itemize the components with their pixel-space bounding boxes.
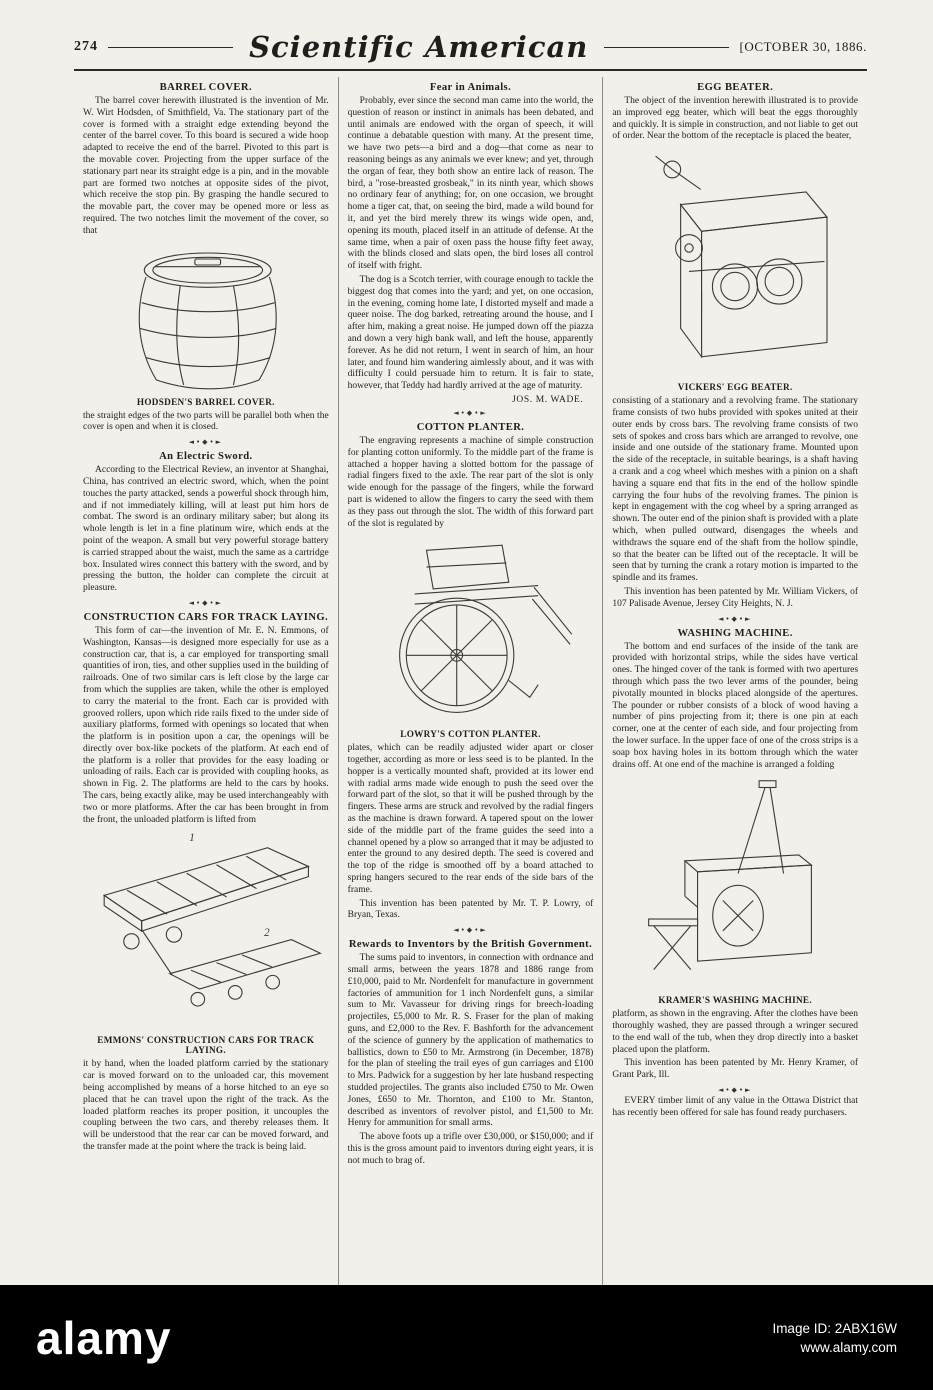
article-paragraph: This form of car—the invention of Mr. E. N. Emmons, of Washington, Kansas—is designed more especially for use as a construction car, that is, a car employed for transporting small quantities of iron, ties, and other supplies used in the building of railroads. One of two similar cars is left close by the large car from which the supplies are taken, while the other is employed to carry the material to the front. Each car is provided with grooved rollers, upon which ride rails fixed to the under side of auxiliary platforms, formed with openings so located that when the platform is in position upon a car, the openings will be directly over box-like pockets of the platform. At each end of the platform is a roller that provides for the easy loading or unloading of rails. Each car is provided with coupling hooks, as shown in Fig. 2. The platforms are held to the cars by hooks. The cars, being exactly alike, may be used interchangeably with two or more platforms. After the car has been brought in from the front, the unloaded platform is lifted from	[83, 625, 329, 825]
alamy-info	[772, 1319, 897, 1357]
article-title: Fear in Animals.	[429, 82, 512, 93]
article-paragraph: This invention has been patented by Mr. William Vickers, of 107 Palisade Avenue, Jersey City Heights, N. J.	[612, 586, 859, 609]
article-title: Rewards to Inventors by the British Government.	[348, 939, 593, 951]
column-1	[74, 77, 338, 1285]
section-divider-ornament: ◄•◆•►	[453, 408, 488, 417]
construction-cars-drawing	[83, 829, 333, 1029]
page-number: 274	[74, 39, 98, 54]
figure-caption: EMMONS' CONSTRUCTION CARS FOR TRACK LAYING.	[97, 1035, 315, 1056]
article-paragraph: it by hand, when the loaded platform carried by the stationary car is moved forward on to the unloaded car, this movement being accomplished by means of a horse hitched to an eye so placed that he can travel upon the right of the track. As the loaded platform reaches its proper position, it uncouples the coupling between the two cars, and thereby releases them. It will be understood that the rear car can be moved forward, and the transfer made at the point where the track is being laid.	[83, 1059, 329, 1153]
column-2	[338, 77, 603, 1285]
article-paragraph: The bottom and end surfaces of the inside of the tank are provided with horizontal strips, while the sides have vertical ones. The hinged cover of the tank is formed with two apertures through which pass the two lever arms of the pounder, being pivotally mounted in blocks placed alongside of the apertures. The pounder or rubber consists of a block of wood having a number of pins projecting from it; there is one pin at each corner, one at the center of each side, and four projecting from the lower surface. In the upper face of one of the cross strips is a soap box having holes in its bottom through which the water drains off. At one end of the machine is arranged a folding	[612, 641, 859, 770]
timber-note: EVERY timber limit of any value in the Ottawa District that has recently been offered for sale has found ready purchasers.	[612, 1096, 859, 1118]
figure-label-2: 2	[264, 927, 270, 940]
article-cotton-planter	[348, 422, 594, 922]
article-paragraph: plates, which can be readily adjusted wider apart or closer together, according as more or less seed is to be planted. In the hopper is a vertically mounted shaft, provided at its lower end with radial arms made wide enough to push the seed over the forward part of the slot, so that it will be pushed through by the fingers. These arms are struck and revolved by the radial fingers as the machine is drawn forward. A tapered spout on the lower side of the middle part of the frame guides the seed into a channel opened by a plow so arranged that it may be adjusted to enter the ground to any desired depth. The seed is covered and the top of the ridge is smoothed off by a board attached to spring hangers secured to the rear ends of the side bars of the frame.	[347, 743, 594, 895]
cotton-planter-drawing	[366, 533, 576, 723]
figure-label-1: 1	[189, 832, 195, 845]
figure-caption: KRAMER'S WASHING MACHINE.	[658, 995, 812, 1006]
egg-beater-illustration	[612, 146, 858, 381]
masthead: Scientific American	[249, 30, 589, 64]
section-divider-ornament: ◄•◆•►	[188, 438, 224, 447]
article-paragraph: The above foots up a trifle over £30,000, or $150,000; and if this is the gross amount paid to inventors during eight years, it is not much to brag of.	[347, 1132, 594, 1166]
article-paragraph: The sums paid to inventors, in connection with ordnance and small arms, between the years 1878 and 1886 range from £10,000, paid to Mr. Nordenfelt for manufacture in government factories of ammunition for 1 inch Nordenfelt guns, a similar sum to Mr. Vavasseur for driving rings for breech-loading projectiles, £5,000 to Mr. R. S. Fraser for the plan of making guns, and £2,000 to the Rev. F. Bashforth for the advancement of the science of gunnery by the application of mathematics to ballistics, down to £50 to Mr. Armstrong (in December, 1878) for the plan of steeling the trail eyes of gun carriages and £100 to Mrs. Padwick for a suggestion by her late husband respecting studded projectiles. The grants also included £750 to Mr. Owen Jones, £650 to Mr. Thornton, and £100 to Mr. Stanton, described as inventors of revolver pistol, and £1,500 to Mr. Henry for ammunition for small arms.	[347, 953, 594, 1129]
issue-date: [OCTOBER 30, 1886.	[739, 39, 868, 54]
header-rule-left	[108, 47, 233, 48]
section-divider-ornament: ◄•◆•►	[188, 598, 224, 607]
alamy-logo: alamy	[36, 1311, 172, 1364]
article-title: EGG BEATER.	[697, 82, 774, 93]
article-paragraph: consisting of a stationary and a revolving frame. The stationary frame consists of two hubs provided with spokes united at their outer ends by cross bars. The revolving frame consists of two sets of spokes and cross bars which are arranged to revolve, one inside and one outside of the stationary frame. Mounted upon the side of the receptacle, in suitable bearings, is a shaft having a crank and a cog wheel which meshes with a pinion on a shaft having a square end that fits in the end of the hollow spindle carrying the four hubs of the revolving frames. The pinion is kept in engagement with the cog wheel by a spring arranged as shown. The outer end of the pinion shaft is provided with a plate which, when pulled outward, disengages the wheels and withdraws the square end of the shaft from the hollow spindle, so that the beater can be lifted out of the receptacle. It will be seen that by turning the crank a rotary motion is imparted to the spindle and its frames.	[612, 396, 859, 584]
figure-caption: VICKERS' EGG BEATER.	[677, 382, 793, 393]
article-egg-beater	[612, 82, 858, 611]
article-paragraph: According to the Electrical Review, an inventor at Shanghai, China, has contrived an electric sword, which, when the point touches the party attacked, sends a powerful shock through him, and if not immediately killing, will at least put him hors de combat. The sword is an ordinary military saber; but along its whole length is let in a fine platinum wire, which ends at the point of the weapon. A small but very powerful storage battery is carried strapped about the waist, much the same as a cartridge box. Insulated wires connect this battery with the sword, and by pressing the button, the holder can complete the circuit at pleasure.	[83, 465, 329, 594]
article-title: COTTON PLANTER.	[416, 421, 525, 433]
cotton-planter-illustration	[348, 533, 594, 728]
column-3	[602, 77, 867, 1285]
section-divider-ornament: ◄•◆•►	[717, 1086, 753, 1095]
article-washing-machine	[612, 628, 858, 1083]
article-construction-cars	[83, 612, 329, 1154]
barrel-drawing	[106, 241, 306, 391]
article-paragraph: The barrel cover herewith illustrated is the invention of Mr. W. Wirt Hodsden, of Smithfield, Va. The stationary part of the cover is formed with a straight edge extending beyond the center of the barrel cover. To this board is secured a wide hoop adapted to receive the end of the barrel. Pivoted to this part is the movable cover. Projecting from the upper surface of the stationary part near its straight edge is a pin, and in the movable part are formed two notches at opposite sides of the pivot, which receive the stop pin. By grasping the handle secured to the movable part, the cover may be opened more or less as required. The two notches limit the movement of the cover, so that	[83, 96, 329, 236]
washing-machine-drawing	[638, 774, 833, 989]
article-paragraph: The dog is a Scotch terrier, with courage enough to tackle the biggest dog that comes into the yard; and yet, on one occasion, in the evening, coming home late, I distorted myself and made a queer noise. The dog barked, retreating around the house, and I after him, making a great noise. He jumped down off the piazza and down a very high bank wall, and left the house, apparently forever. As he did not return, I went in search of him, an hour later, and found him wandering aimlessly about, and it was with difficulty I could persuade him to return. It is fair to state, however, that Teddy had hardly arrived at the age of maturity.	[347, 274, 594, 392]
barrel-illustration	[83, 241, 329, 396]
article-paragraph: This invention has been patented by Mr. Henry Kramer, of Grant Park, Ill.	[612, 1058, 859, 1081]
egg-beater-drawing	[630, 146, 840, 376]
article-paragraph: platform, as shown in the engraving. After the clothes have been thoroughly washed, they are passed through a wringer secured to the end wall of the tub, when they drop directly into a basket placed upon the platform.	[612, 1009, 859, 1055]
article-barrel-cover	[83, 82, 329, 434]
alamy-watermark-bar	[0, 1285, 933, 1390]
washing-machine-illustration	[612, 774, 858, 994]
article-paragraph: The engraving represents a machine of simple construction for planting cotton uniformly. To the middle part of the frame is attached a hopper having a slotted bottom for the passage of radial fingers fixed to the axle. The rear part of the slot is only wide enough for the passage of the fingers, while the forward part is widened to allow the fingers to carry the seed with them as they pass out through the slot. The width of this forward part of the slot is regulated by	[347, 435, 594, 529]
columns	[74, 77, 867, 1285]
section-divider-ornament: ◄•◆•►	[453, 926, 488, 935]
article-signature: JOS. M. WADE.	[512, 394, 584, 405]
article-fear-in-animals	[348, 82, 594, 405]
article-title: An Electric Sword.	[159, 451, 253, 463]
article-paragraph: the straight edges of the two parts will be parallel both when the cover is open and when it is closed.	[83, 410, 329, 433]
alamy-url: www.alamy.com	[800, 1339, 897, 1355]
article-paragraph: This invention has been patented by Mr. T. P. Lowry, of Bryan, Texas.	[347, 898, 594, 921]
figure-caption: LOWRY'S COTTON PLANTER.	[400, 729, 541, 740]
alamy-image-id: Image ID: 2ABX16W	[772, 1320, 897, 1336]
figure-caption: HODSDEN'S BARREL COVER.	[136, 396, 275, 407]
page-header	[74, 30, 867, 71]
article-rewards-inventors	[348, 939, 594, 1167]
article-title: BARREL COVER.	[159, 82, 252, 93]
article-electric-sword	[83, 451, 329, 595]
article-title: CONSTRUCTION CARS FOR TRACK LAYING.	[83, 611, 329, 623]
construction-cars-illustration	[83, 829, 329, 1034]
header-rule-right	[604, 47, 729, 48]
article-paragraph: The object of the invention herewith illustrated is to provide an improved egg beater, which will beat the eggs thoroughly and quickly. It is simple in construction, and not liable to get out of order. Near the bottom of the receptacle is placed the beater,	[612, 96, 859, 142]
article-paragraph: Probably, ever since the second man came into the world, the question of reason or instinct in animals has been debated, and until animals are endowed with the organ of speech, it will continue a debatable question with many. At the present time, we have two pets—a bird and a dog—that come as near to reasoning beings as any animals we ever knew; and yet, through the organ of fear, they both show an entire lack of reason. The bird, a "rose-breasted grosbeak," in its ninth year, which shows no ordinary fear of anything; for, on one occasion, we brought home a tiger cat, that, on seeing the bird, made a wild bound for it, and yet the bird merely threw its wings wide open, and, opening its mouth, placed itself in an attitude of defense. At the same time, when a pair of oxen pass the house fifty feet away, with the blinds closed and slats open, the bird loses all control of itself with fright.	[347, 96, 594, 272]
section-divider-ornament: ◄•◆•►	[717, 614, 753, 623]
article-title: WASHING MACHINE.	[677, 627, 793, 639]
